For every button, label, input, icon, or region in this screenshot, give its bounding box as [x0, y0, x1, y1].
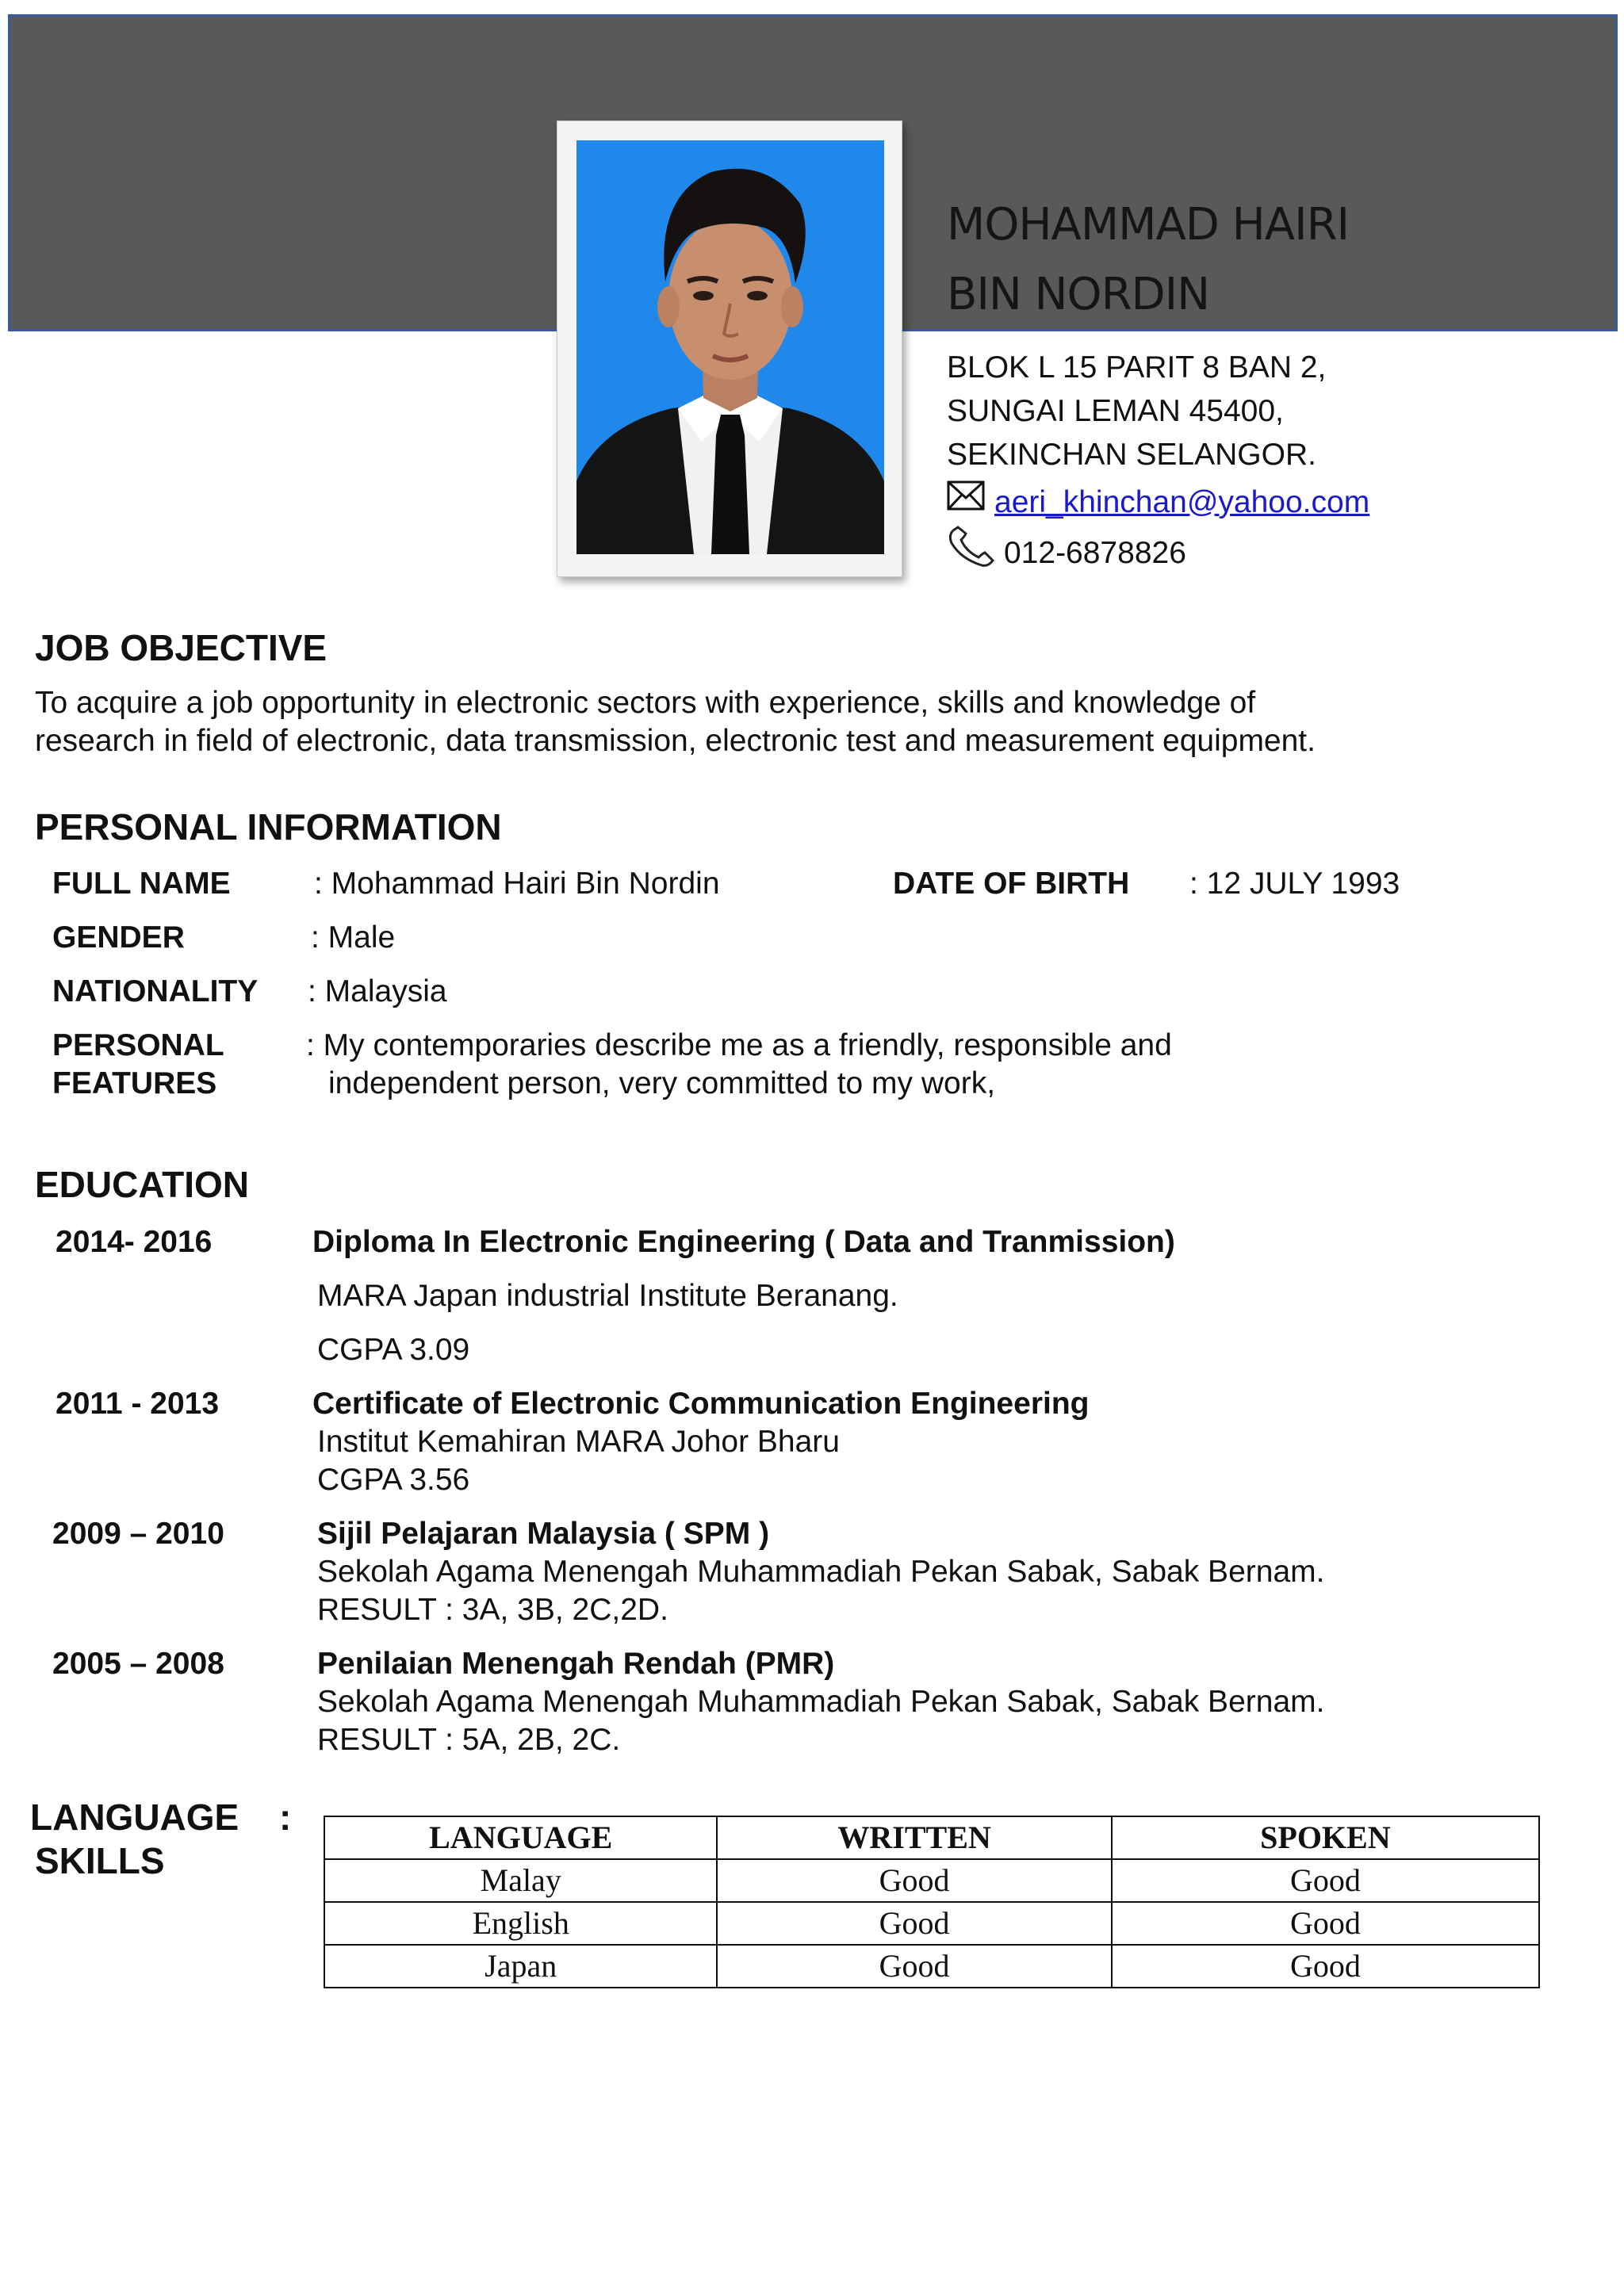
nationality-label: NATIONALITY — [52, 974, 259, 1008]
gender-value: : Male — [311, 920, 396, 955]
education-title: EDUCATION — [35, 1164, 250, 1205]
education-result: CGPA 3.56 — [317, 1463, 470, 1497]
education-institution: MARA Japan industrial Institute Beranang. — [317, 1279, 898, 1313]
language-skills-colon: : — [279, 1797, 292, 1838]
envelope-icon — [947, 480, 986, 524]
language-skills-title-1: LANGUAGE — [30, 1797, 239, 1838]
language-cell: Malay — [324, 1859, 717, 1902]
profile-photo — [576, 140, 884, 554]
email-row — [947, 476, 1369, 527]
spoken-cell: Good — [1112, 1859, 1539, 1902]
email-link[interactable]: aeri_khinchan@yahoo.com — [994, 484, 1370, 519]
phone-number: 012-6878826 — [1004, 535, 1186, 570]
column-header-language: LANGUAGE — [324, 1816, 717, 1859]
education-years: 2005 – 2008 — [52, 1647, 224, 1681]
education-institution: Institut Kemahiran MARA Johor Bharu — [317, 1425, 840, 1459]
name-line-1: MOHAMMAD HAIRI — [947, 199, 1350, 251]
dob-value: : 12 JULY 1993 — [1189, 867, 1400, 901]
education-qualification: Certificate of Electronic Communication Engineering — [312, 1387, 1090, 1421]
written-cell: Good — [717, 1859, 1111, 1902]
education-qualification: Sijil Pelajaran Malaysia ( SPM ) — [317, 1517, 770, 1551]
contact-block — [947, 346, 1369, 578]
table-row — [324, 1945, 1539, 1988]
written-cell: Good — [717, 1945, 1111, 1988]
table-row — [324, 1859, 1539, 1902]
address-line-1: BLOK L 15 PARIT 8 BAN 2, — [947, 350, 1327, 385]
language-table-header-row — [324, 1816, 1539, 1859]
education-qualification: Penilaian Menengah Rendah (PMR) — [317, 1647, 835, 1681]
language-cell: Japan — [324, 1945, 717, 1988]
column-header-written: WRITTEN — [717, 1816, 1111, 1859]
education-years: 2014- 2016 — [56, 1225, 213, 1259]
language-cell: English — [324, 1902, 717, 1945]
full-name-label: FULL NAME — [52, 867, 231, 901]
personal-features-label-1: PERSONAL — [52, 1028, 224, 1062]
personal-features-value-1: : My contemporaries describe me as a friendly, responsible and — [306, 1028, 1172, 1062]
job-objective-title: JOB OBJECTIVE — [35, 627, 327, 668]
personal-features-label-2: FEATURES — [52, 1066, 217, 1100]
dob-label: DATE OF BIRTH — [893, 867, 1130, 901]
education-result: CGPA 3.09 — [317, 1333, 470, 1367]
phone-icon — [947, 526, 996, 580]
address-line-2: SUNGAI LEMAN 45400, — [947, 394, 1284, 428]
education-qualification: Diploma In Electronic Engineering ( Data and Tranmission) — [312, 1225, 1175, 1259]
profile-photo-frame — [557, 121, 902, 577]
address-line-3: SEKINCHAN SELANGOR. — [947, 438, 1316, 472]
phone-row — [947, 527, 1369, 578]
spoken-cell: Good — [1112, 1902, 1539, 1945]
language-skills-title-2: SKILLS — [35, 1840, 165, 1881]
nationality-value: : Malaysia — [308, 974, 447, 1008]
language-table — [324, 1816, 1540, 1988]
table-row — [324, 1902, 1539, 1945]
education-years: 2009 – 2010 — [52, 1517, 224, 1551]
candidate-name — [947, 190, 1349, 330]
column-header-spoken: SPOKEN — [1112, 1816, 1539, 1859]
education-years: 2011 - 2013 — [56, 1387, 220, 1421]
education-institution: Sekolah Agama Menengah Muhammadiah Pekan Sabak, Sabak Bernam. — [317, 1555, 1325, 1589]
personal-info-title: PERSONAL INFORMATION — [35, 806, 502, 848]
written-cell: Good — [717, 1902, 1111, 1945]
education-result: RESULT : 5A, 2B, 2C. — [317, 1723, 621, 1757]
job-objective-line-1: To acquire a job opportunity in electronic sectors with experience, skills and knowledge of — [35, 686, 1256, 720]
spoken-cell: Good — [1112, 1945, 1539, 1988]
personal-features-value-2: independent person, very committed to my work, — [328, 1066, 996, 1100]
job-objective-line-2: research in field of electronic, data transmission, electronic test and measurement equipment. — [35, 724, 1316, 758]
gender-label: GENDER — [52, 920, 185, 955]
education-result: RESULT : 3A, 3B, 2C,2D. — [317, 1593, 668, 1627]
education-institution: Sekolah Agama Menengah Muhammadiah Pekan Sabak, Sabak Bernam. — [317, 1685, 1325, 1719]
full-name-value: : Mohammad Hairi Bin Nordin — [314, 867, 720, 901]
name-line-2: BIN NORDIN — [947, 269, 1210, 320]
